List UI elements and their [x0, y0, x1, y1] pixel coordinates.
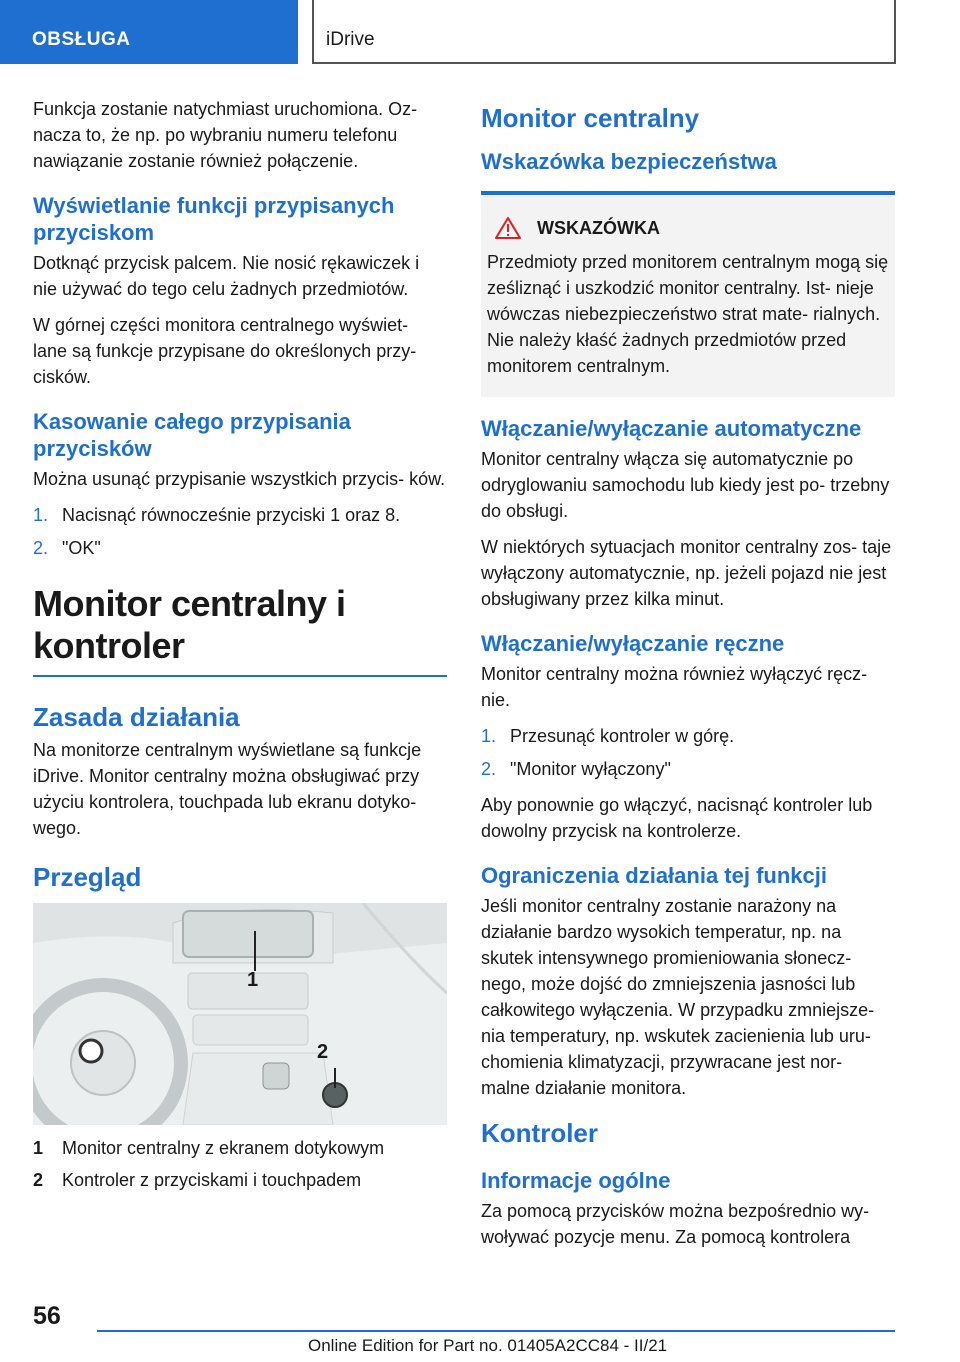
paragraph: W górnej części monitora centralnego wyświet‐ lane są funkcje przypisane do określonych przy‐ cisków. [33, 315, 417, 387]
heading-manual-on-off: Włączanie/wyłączanie ręczne [481, 631, 785, 656]
section-tab: OBSŁUGA [0, 0, 298, 64]
heading-safety-note: Wskazówka bezpieczeństwa [481, 149, 777, 174]
warning-title: WSKAZÓWKA [537, 217, 660, 238]
warning-text: Przedmioty przed monitorem centralnym mogą się ześliznąć i uszkodzić monitor centralny. Ist‐ nieje wówczas niebezpieczeństwo strat mate‐ rialnych. Nie należy kłaść żadnych przedmiotów przed monitorem centralnym. [487, 252, 889, 376]
page-number: 56 [33, 1302, 61, 1330]
step-number: 1. [481, 726, 497, 746]
warning-triangle-icon [495, 217, 521, 239]
heading-display-functions: Wyświetlanie funkcji przypisanych przyciskom [33, 193, 395, 245]
step-text: "OK" [62, 538, 101, 558]
heading-central-monitor: Monitor centralny [481, 103, 700, 133]
legend-text: Kontroler z przyciskami i touchpadem [62, 1170, 362, 1190]
list-item [33, 535, 447, 561]
paragraph: Funkcja zostanie natychmiast uruchomiona. Oz‐ nacza to, że np. po wybraniu numeru telefonu nawiązanie zostanie również połączenie. [33, 99, 418, 171]
cockpit-drawing [33, 903, 447, 1125]
legend-number: 2 [33, 1170, 44, 1190]
list-item [481, 756, 895, 782]
step-number: 1. [33, 505, 49, 525]
legend-number: 1 [33, 1138, 44, 1158]
right-column [481, 96, 895, 1260]
paragraph: Można usunąć przypisanie wszystkich przycis‐ ków. [33, 469, 446, 489]
legend-row [33, 1135, 447, 1161]
paragraph: Za pomocą przycisków można bezpośrednio wy‐ woływać pozycje menu. Za pomocą kontrolera [481, 1201, 870, 1247]
paragraph: Monitor centralny włącza się automatycznie po odryglowaniu samochodu lub kiedy jest po‐ trzebny do obsługi. [481, 449, 890, 521]
warning-box [481, 191, 895, 397]
step-number: 2. [33, 538, 49, 558]
step-text: Nacisnąć równocześnie przyciski 1 oraz 8. [62, 505, 401, 525]
legend-row [33, 1167, 447, 1193]
chapter-tab: iDrive [312, 0, 896, 64]
heading-auto-on-off: Włączanie/wyłączanie automatyczne [481, 416, 862, 441]
steps-list [33, 502, 447, 561]
step-number: 2. [481, 759, 497, 779]
figure-label-2: 2 [317, 1041, 329, 1063]
paragraph: Dotknąć przycisk palcem. Nie nosić rękawiczek i nie używać do tego celu żadnych przedmiotów. [33, 253, 420, 299]
heading-delete-assignment: Kasowanie całego przypisania przycisków [33, 409, 351, 461]
left-column [33, 96, 447, 1199]
step-text: "Monitor wyłączony" [510, 759, 671, 779]
heading-controller: Kontroler [481, 1118, 598, 1148]
step-text: Przesunąć kontroler w górę. [510, 726, 735, 746]
list-item [481, 723, 895, 749]
cockpit-illustration [33, 903, 447, 1125]
footer-edition: Online Edition for Part no. 01405A2CC84 - II/21 [308, 1336, 668, 1355]
heading-principle: Zasada działania [33, 702, 240, 732]
figure-label-1: 1 [247, 969, 259, 991]
warning-header [487, 217, 889, 239]
footer-divider [97, 1330, 895, 1332]
heading-general-info: Informacje ogólne [481, 1168, 671, 1193]
steps-list [481, 723, 895, 782]
figure-legend [33, 1135, 447, 1193]
paragraph: Na monitorze centralnym wyświetlane są funkcje iDrive. Monitor centralny można obsługiwać przy użyciu kontrolera, touchpada lub ekranu dotyko‐ wego. [33, 740, 422, 838]
legend-text: Monitor centralny z ekranem dotykowym [62, 1138, 385, 1158]
chapter-heading: Monitor centralny i kontroler [33, 583, 447, 677]
paragraph: Jeśli monitor centralny zostanie narażony na działanie bardzo wysokich temperatur, np. na skutek intensywnego promieniowania słonecz‐ nego, może dojść do zmniejszenia jasności lub całkowitego wyłączenia. W przypadku zmniejsze‐ nia temperatury, np. wskutek zacienienia lub uru‐ chomienia klimatyzacji, przywracane jest nor‐ malne działanie monitora. [481, 896, 875, 1098]
list-item [33, 502, 447, 528]
heading-overview: Przegląd [33, 862, 142, 892]
paragraph: W niektórych sytuacjach monitor centralny zos‐ taje wyłączony automatycznie, np. jeżeli pojazd nie jest obsługiwany przez kilka minut. [481, 537, 892, 609]
paragraph: Monitor centralny można również wyłączyć ręcz‐ nie. [481, 664, 868, 710]
paragraph: Aby ponownie go włączyć, nacisnąć kontroler lub dowolny przycisk na kontrolerze. [481, 795, 873, 841]
heading-limitations: Ograniczenia działania tej funkcji [481, 863, 827, 888]
